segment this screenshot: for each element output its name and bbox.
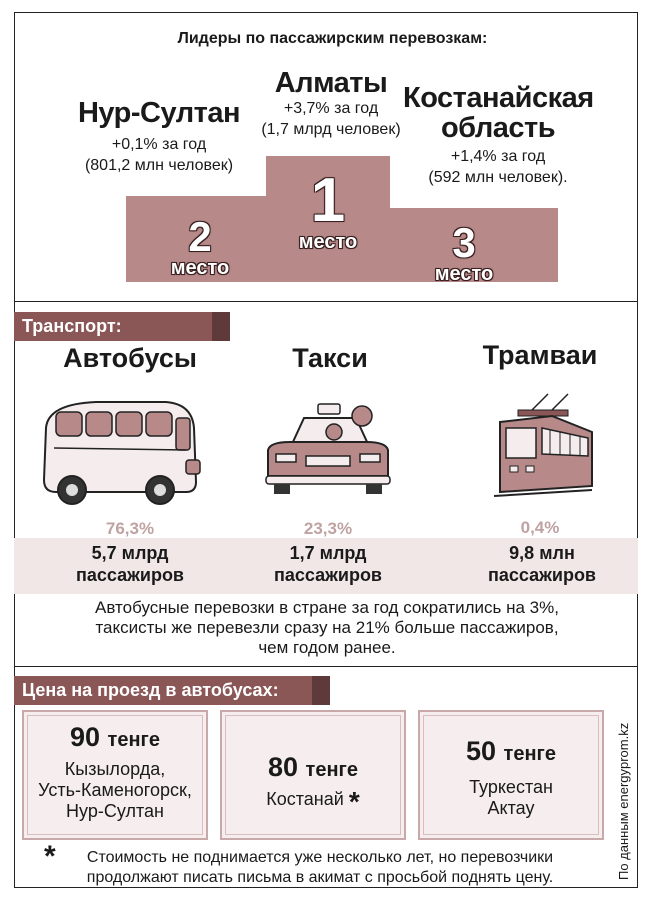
tram-passengers: [462, 542, 622, 586]
prices-banner: Цена на проезд в автобусах:: [14, 676, 312, 705]
bus-passengers-amount: 5,7 млрд: [91, 543, 169, 563]
taxi-passengers-word: пассажиров: [273, 565, 383, 585]
podium-second-label: [150, 213, 250, 279]
divider-2: [14, 666, 638, 667]
second-rank-word: место: [170, 257, 230, 279]
first-city: Алматы: [274, 67, 388, 99]
transport-banner-tail: [212, 312, 230, 341]
prices-banner-tail: [312, 676, 330, 705]
third-city-line2: область: [440, 112, 556, 144]
second-city: Нур-Султан: [77, 97, 241, 129]
price-card-50-content: [420, 736, 602, 819]
first-place-info: [246, 68, 416, 140]
taxi-passengers: [248, 542, 408, 586]
transport-banner: Транспорт:: [14, 312, 212, 341]
footnote-line1: Стоимость не поднимается уже несколько лет, но перевозчики: [86, 849, 554, 866]
price-card-90-city1: Кызылорда,: [64, 759, 166, 779]
taxi-illustration: [262, 398, 392, 498]
price-card-80: [220, 710, 406, 840]
transport-note-line3: чем годом ранее.: [258, 638, 396, 657]
price-card-90-content: [24, 722, 206, 822]
price-card-50-amount-line: [420, 736, 602, 767]
second-rank-number: 2: [188, 213, 212, 260]
price-card-80-content: [222, 752, 404, 817]
price-card-90-unit: тенге: [107, 729, 160, 751]
price-card-90-city2: Усть-Каменогорск,: [38, 780, 192, 800]
tram-passengers-word: пассажиров: [487, 565, 597, 585]
first-volume: (1,7 млрд человек): [261, 121, 401, 138]
third-rank-number: 3: [452, 219, 476, 266]
bus-passengers-word: пассажиров: [75, 565, 185, 585]
first-rank-word: место: [298, 231, 358, 253]
taxi-title: Такси: [292, 343, 368, 373]
price-card-90: [22, 710, 208, 840]
bus-passengers: [40, 542, 220, 586]
price-card-50: [418, 710, 604, 840]
first-growth: +3,7% за год: [283, 100, 379, 117]
taxi-passengers-amount: 1,7 млрд: [289, 543, 367, 563]
price-card-80-asterisk: *: [348, 786, 360, 817]
tram-share: 0,4%: [520, 518, 560, 537]
price-card-80-city1: Костанай: [266, 789, 344, 809]
podium-first-label: [278, 166, 378, 253]
price-card-90-city3: Нур-Султан: [66, 801, 164, 821]
tram-illustration: [492, 392, 596, 504]
price-card-80-unit: тенге: [305, 759, 358, 781]
taxi-share: 23,3%: [303, 519, 353, 538]
price-card-80-city-line: [222, 786, 404, 817]
price-card-90-amount-line: [24, 722, 206, 753]
bus-illustration: [36, 398, 208, 510]
tram-title: Трамваи: [482, 340, 598, 370]
tram-passengers-amount: 9,8 млн: [509, 543, 575, 563]
leaders-heading: Лидеры по пассажирским перевозкам:: [177, 30, 488, 47]
price-card-90-amount: 90: [69, 722, 101, 752]
divider-1: [14, 301, 638, 302]
transport-note-line1: Автобусные перевозки в стране за год сократились на 3%,: [95, 598, 559, 617]
price-card-80-amount-line: [222, 752, 404, 783]
third-growth: +1,4% за год: [450, 148, 546, 165]
third-rank-word: место: [434, 263, 494, 285]
third-volume: (592 млн человек).: [428, 169, 568, 186]
podium-third-label: [414, 219, 514, 285]
price-card-50-city1: Туркестан: [469, 777, 553, 797]
price-card-50-unit: тенге: [503, 743, 556, 765]
first-rank-number: 1: [310, 166, 346, 235]
source-note: По данным energyprom.kz: [616, 722, 631, 880]
second-growth: +0,1% за год: [111, 136, 207, 153]
footnote: [60, 848, 580, 888]
price-card-80-amount: 80: [267, 752, 299, 782]
footnote-asterisk: *: [44, 840, 56, 873]
transport-note: [30, 598, 624, 658]
bus-title: Автобусы: [63, 343, 197, 373]
second-place-info: [64, 98, 254, 176]
second-volume: (801,2 млн человек): [84, 157, 234, 174]
bus-share: 76,3%: [105, 519, 155, 538]
footnote-line2: продолжают писать письма в акимат с просьбой поднять цену.: [86, 869, 554, 886]
third-place-info: [403, 83, 593, 188]
transport-note-line2: таксисты же перевезли сразу на 21% больше пассажиров,: [95, 618, 559, 637]
price-card-50-amount: 50: [465, 736, 497, 766]
price-card-50-city2: Актау: [487, 798, 535, 818]
third-city-line1: Костанайская: [403, 82, 594, 114]
